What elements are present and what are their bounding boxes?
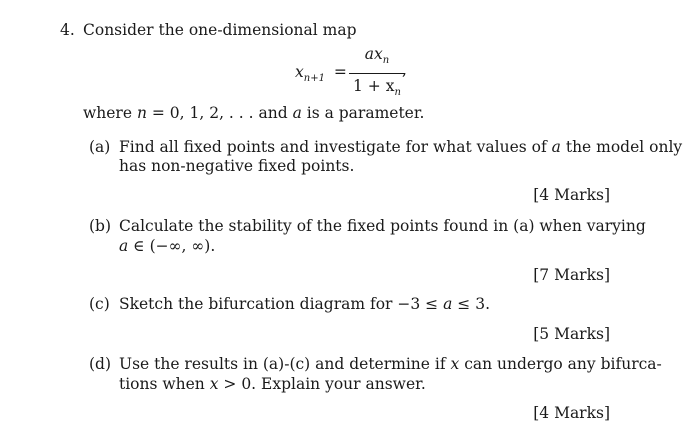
part-d-label: (d) [89, 355, 112, 373]
part-c-line1: Sketch the bifurcation diagram for −3 ≤ a ≤ 3. [119, 295, 490, 313]
part-a-line2: has non-negative fixed points. [119, 157, 355, 175]
part-b-label: (b) [89, 217, 112, 235]
part-a-line1: Find all fixed points and investigate for what values of a the model only [119, 138, 683, 156]
part-a-label: (a) [89, 138, 111, 156]
part-b-line1: Calculate the stability of the fixed points found in (a) when varying [119, 217, 646, 235]
part-c-marks: [5 Marks] [533, 325, 610, 343]
equation-fraction [349, 44, 405, 103]
equation-numerator: $ax_n$ [364, 45, 390, 67]
equation-denominator: $1 + x_n$ [353, 77, 401, 99]
part-a-marks: [4 Marks] [533, 186, 610, 204]
equation-lhs: $x_{n+1}$ = [295, 63, 347, 85]
part-b-line2: a ∈ (−∞, ∞). [119, 237, 216, 255]
question-intro: Consider the one-dimensional map [83, 21, 357, 39]
part-c-label: (c) [89, 295, 110, 313]
part-d-line1: Use the results in (a)-(c) and determine if x can undergo any bifurca- [119, 355, 662, 373]
part-d-line2: tions when x > 0. Explain your answer. [119, 375, 426, 393]
question-number: 4. [60, 21, 75, 39]
where-line: where n = 0, 1, 2, . . . and a is a parameter. [83, 104, 425, 122]
part-b-marks: [7 Marks] [533, 266, 610, 284]
equation-trailing-comma: , [402, 61, 407, 79]
part-d-marks: [4 Marks] [533, 404, 610, 422]
